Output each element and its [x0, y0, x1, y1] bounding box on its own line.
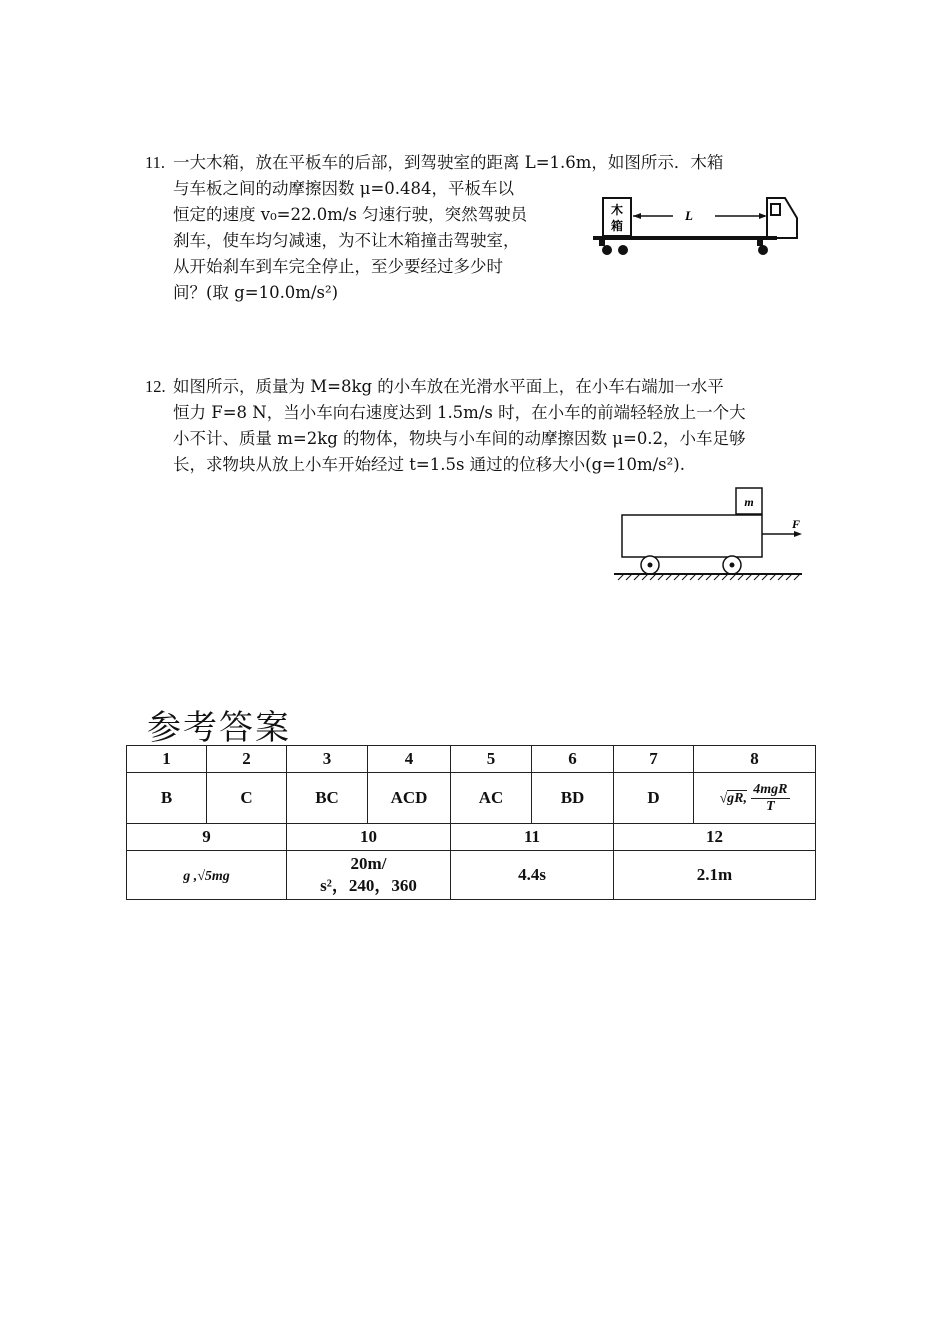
header-cell: 7 [614, 746, 694, 773]
question-text-line: 一大木箱，放在平板车的后部，到驾驶室的距离 L=1.6m，如图所示．木箱 [173, 153, 724, 172]
distance-label: L [685, 208, 693, 223]
crate-label: 箱 [610, 219, 624, 233]
header-cell: 8 [694, 746, 816, 773]
question-text-line: 恒定的速度 v₀=22.0m/s 匀速行驶，突然驾驶员 [173, 205, 528, 224]
question-text-line: 如图所示，质量为 M=8kg 的小车放在光滑水平面上，在小车右端加一水平 [173, 377, 724, 396]
question-text-line: 刹车，使车均匀减速，为不让木箱撞击驾驶室， [173, 231, 520, 250]
header-cell: 5 [451, 746, 532, 773]
answer-cell: B [127, 773, 207, 824]
answer-cell-8: √gR, $\frac{\text{4mgR}}{T}$ [694, 773, 816, 824]
answer-cell: BD [532, 773, 614, 824]
answer-cell: C [207, 773, 287, 824]
answer-10-line: s²，240，360 [320, 876, 417, 895]
header-cell: 9 [127, 824, 287, 851]
answer-cell-10 [287, 851, 451, 900]
question-text-line: 与车板之间的动摩擦因数 μ=0.484，平板车以 [173, 179, 515, 198]
flatbed-truck-figure [585, 192, 805, 262]
answer-cell: ACD [368, 773, 451, 824]
cart-figure [610, 484, 810, 584]
force-label: F [792, 517, 801, 531]
answer-cell: BC [287, 773, 368, 824]
header-cell: 12 [614, 824, 816, 851]
header-cell: 10 [287, 824, 451, 851]
fraction-denominator: T [766, 798, 775, 814]
wheel [618, 245, 628, 255]
block-label: m [744, 495, 754, 509]
fraction-numerator: 4mgR [753, 781, 788, 797]
answer-8-fraction [751, 782, 789, 815]
answer-cell-9: g ,√5mg [127, 851, 287, 900]
truck-bed [593, 236, 777, 240]
table-row [127, 746, 816, 773]
header-cell: 6 [532, 746, 614, 773]
question-text-line: 恒力 F=8 N，当小车向右速度达到 1.5m/s 时，在小车的前端轻轻放上一个大 [173, 403, 746, 422]
header-cell: 4 [368, 746, 451, 773]
header-cell: 3 [287, 746, 368, 773]
answer-cell: 2.1m [614, 851, 816, 900]
answers-title: 参考答案 [147, 708, 291, 748]
header-cell: 2 [207, 746, 287, 773]
table-row [127, 851, 816, 900]
wheel [602, 245, 612, 255]
cart-body [622, 515, 762, 557]
answer-table [126, 745, 816, 900]
question-12 [145, 374, 815, 478]
answer-cell: AC [451, 773, 532, 824]
crate-label: 木 [610, 203, 624, 217]
question-text-line: 从开始刹车到车完全停止，至少要经过多少时 [173, 257, 503, 276]
question-text-line: 长，求物块从放上小车开始经过 t=1.5s 通过的位移大小(g=10m/s²). [173, 455, 685, 474]
answer-cell: D [614, 773, 694, 824]
question-number: 11. [145, 153, 166, 172]
answer-10-line: 20m/ [350, 854, 387, 873]
header-cell: 11 [451, 824, 614, 851]
header-cell: 1 [127, 746, 207, 773]
wheel [758, 245, 768, 255]
question-text-line: 间？(取 g=10.0m/s²) [173, 283, 339, 302]
answer-8-root: gR, [727, 790, 748, 806]
table-row [127, 773, 816, 824]
answer-cell: 4.4s [451, 851, 614, 900]
table-row [127, 824, 816, 851]
question-number: 12. [145, 377, 166, 396]
question-text-line: 小不计、质量 m=2kg 的物体，物块与小车间的动摩擦因数 μ=0.2，小车足够 [173, 429, 746, 448]
